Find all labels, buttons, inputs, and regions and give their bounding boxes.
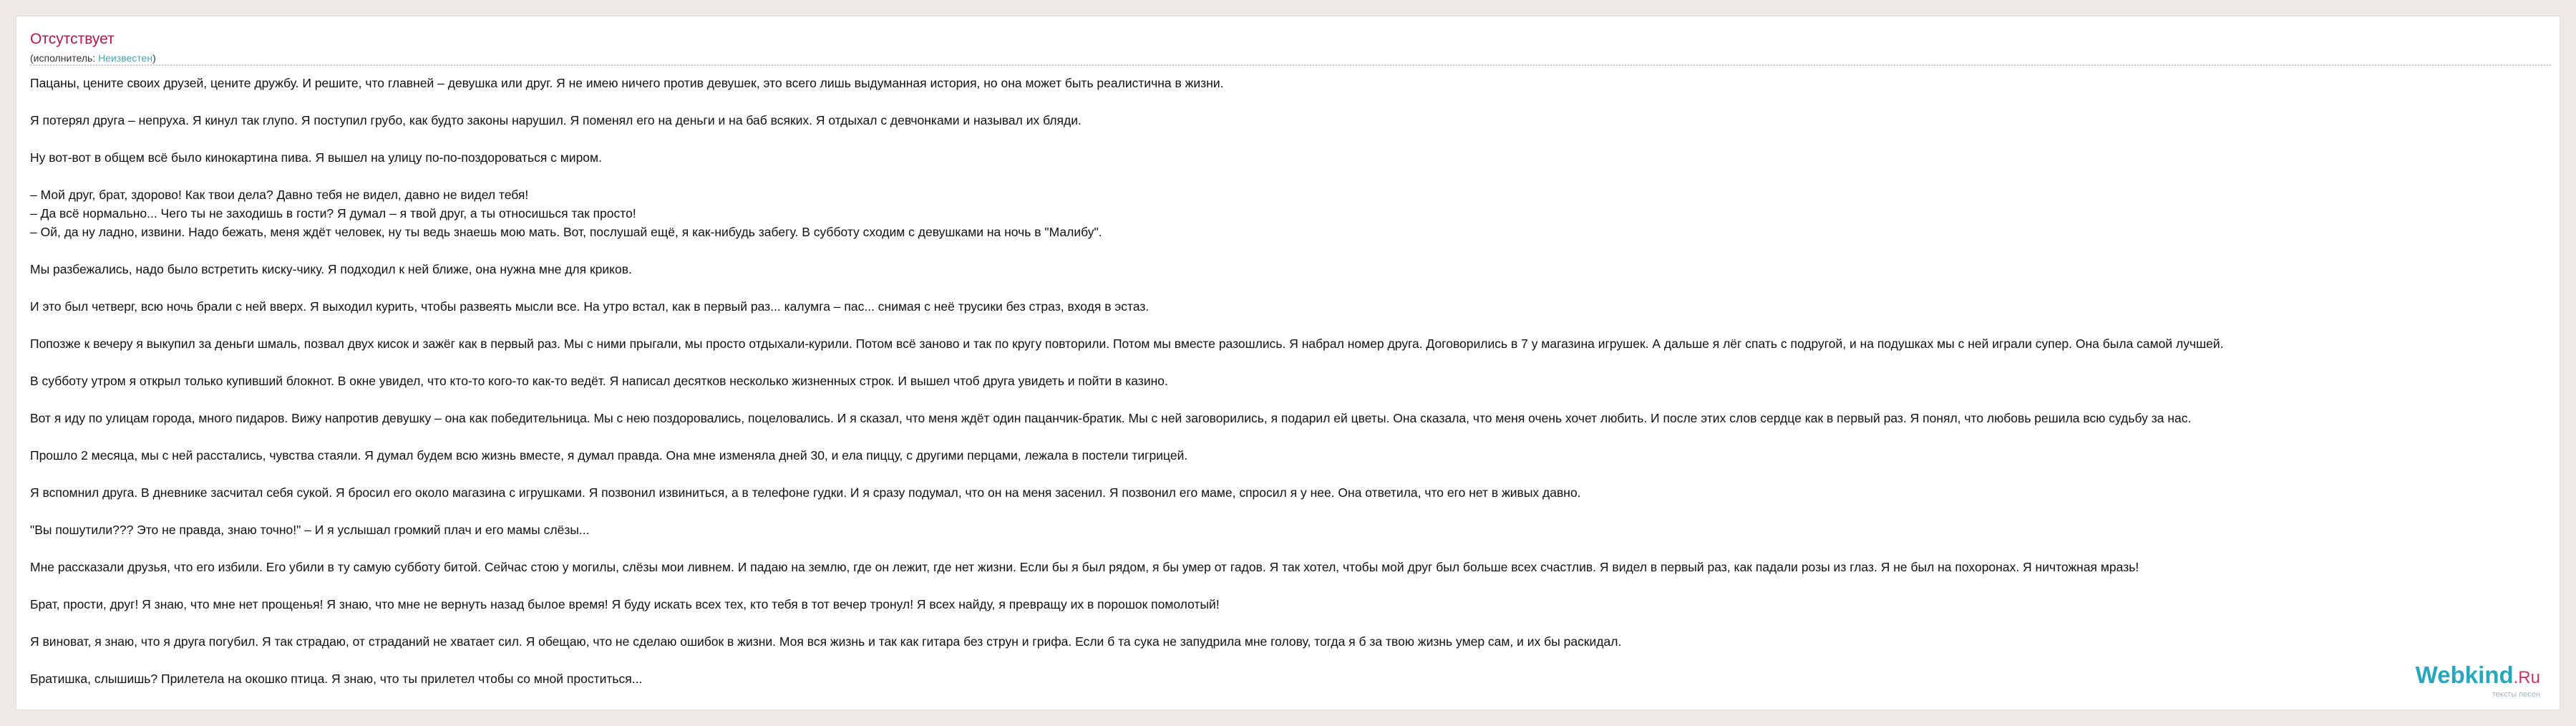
logo-text — [2416, 663, 2540, 690]
performer-suffix: ) — [152, 52, 156, 64]
performer-link[interactable]: Неизвестен — [98, 52, 153, 64]
lyrics-line: Мне рассказали друзья, что его избили. Его убили в ту самую субботу битой. Сейчас стою у могилы, слёзы мои ливнем. И падаю на землю, где он лежит, где нет жизни. Если бы я был рядом, я бы умер от гадов. Я так хотел, чтобы мой друг был больше всех счастлив. Я видел в первый раз, как падали розы из глаз. Я не был на похоронах. Я ничтожная мразь! — [30, 560, 2139, 574]
lyrics-line: Пацаны, цените своих друзей, цените дружбу. И решите, что главней – девушка или друг. Я не имею ничего против девушек, это всего лишь выдуманная история, но она может быть реалистична в жизни. — [30, 76, 1224, 90]
lyrics-page — [16, 16, 2560, 710]
site-logo[interactable] — [2416, 663, 2540, 699]
lyrics-line: Я вспомнил друга. В дневнике засчитал себя сукой. Я бросил его около магазина с игрушками. Я позвонил извиниться, а в телефоне гудки. И я сразу подумал, что он на меня засенил. Я позвонил его маме, спросил я у нее. Она ответила, что его нет в живых давно. — [30, 485, 1581, 500]
song-title: Отсутствует — [30, 31, 115, 47]
lyrics-line: И это был четверг, всю ночь брали с ней вверх. Я выходил курить, чтобы развеять мысли все. На утро встал, как в первый раз... калумга – пас... снимая с неё трусики без страз, входя в эстаз. — [30, 299, 1150, 314]
lyrics-line: В субботу утром я открыл только купивший блокнот. В окне увидел, что кто-то кого-то как-то ведёт. Я написал десятков несколько жизненных строк. И вышел чтоб друга увидеть и пойти в казино. — [30, 374, 1168, 388]
lyrics-line: Я виноват, я знаю, что я друга погубил. Я так страдаю, от страданий не хватает сил. Я обещаю, что не сделаю ошибок в жизни. Моя вся жизнь и так как гитара без струн и грифа. Если б та сука не запудрила мне голову, тогда я б за твою жизнь умер сам, и их бы раскидал. — [30, 634, 1622, 649]
lyrics-line: Прошло 2 месяца, мы с ней расстались, чувства стаяли. Я думал будем всю жизнь вместе, я думал правда. Она мне изменяла дней 30, и ела пиццу, с другими перцами, лежала в постели тигрицей. — [30, 448, 1188, 463]
logo-tagline: тексты песен — [2492, 690, 2540, 699]
lyrics-line: "Вы пошутили??? Это не правда, знаю точно!" – И я услышал громкий плач и его мамы слёзы... — [30, 523, 590, 537]
lyrics-line: Брат, прости, друг! Я знаю, что мне нет прощенья! Я знаю, что мне не вернуть назад былое время! Я буду искать всех тех, кто тебя в тот вечер тронул! Я всех найду, я превращу их в порошок помолотый! — [30, 597, 1220, 611]
logo-main: Webkind — [2415, 662, 2514, 688]
lyrics-text — [30, 74, 2560, 688]
lyrics-line: Братишка, слышишь? Прилетела на окошко птица. Я знаю, что ты прилетел чтобы со мной проститься... — [30, 672, 643, 686]
performer-prefix: (исполнитель: — [30, 52, 99, 64]
performer-line — [30, 52, 156, 64]
title-divider — [30, 64, 2551, 66]
lyrics-line: Вот я иду по улицам города, много пидаров. Вижу напротив девушку – она как победительница. Мы с нею поздоровались, поцеловались. И я сказал, что меня ждёт один пацанчик-братик. Мы с ней заговорились, я подарил ей цветы. Она сказала, что меня очень хочет любить. И после этих слов сердце как в первый раз. Я понял, что любовь решила всю судьбу за нас. — [30, 411, 2192, 425]
logo-suffix: .Ru — [2513, 668, 2540, 687]
lyrics-line: – Да всё нормально... Чего ты не заходишь в гости? Я думал – я твой друг, а ты относишься так просто! — [30, 206, 636, 221]
lyrics-line: Ну вот-вот в общем всё было кинокартина пива. Я вышел на улицу по-по-поздороваться с миром. — [30, 150, 602, 165]
lyrics-line: Я потерял друга – непруха. Я кинул так глупо. Я поступил грубо, как будто законы нарушил. Я поменял его на деньги и на баб всяких. Я отдыхал с девчонками и называл их бляди. — [30, 113, 1082, 127]
lyrics-line: Мы разбежались, надо было встретить киску-чику. Я подходил к ней ближе, она нужна мне для криков. — [30, 262, 632, 276]
lyrics-line: – Мой друг, брат, здорово! Как твои дела? Давно тебя не видел, давно не видел тебя! — [30, 188, 529, 202]
lyrics-line: Попозже к вечеру я выкупил за деньги шмаль, позвал двух кисок и зажёг как в первый раз. Мы с ними прыгали, мы просто отдыхали-курили. Потом всё заново и так по кругу повторили. Потом мы вместе разошлись. Я набрал номер друга. Договорились в 7 у магазина игрушек. А дальше я лёг спать с подругой, и на подушках мы с ней играли супер. Она была самой лучшей. — [30, 337, 2224, 351]
lyrics-line: – Ой, да ну ладно, извини. Надо бежать, меня ждёт человек, ну ты ведь знаешь мою мать. Вот, послушай ещё, я как-нибудь забегу. В субботу сходим с девушками на ночь в "Малибу". — [30, 225, 1102, 239]
